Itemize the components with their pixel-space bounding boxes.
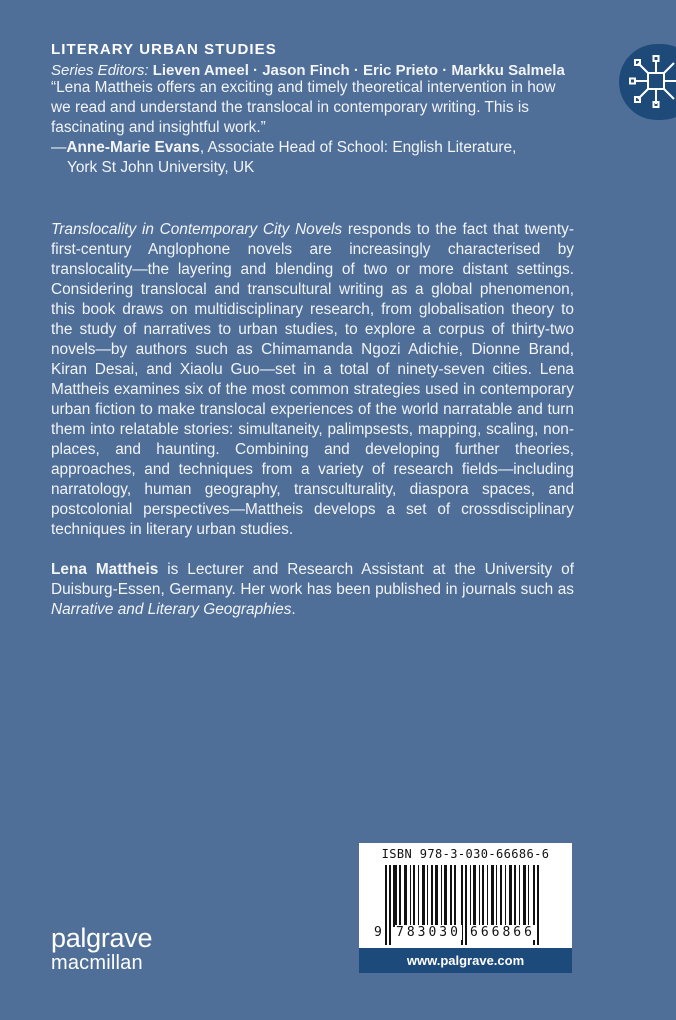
book-title: Translocality in Contemporary City Novels xyxy=(51,221,343,238)
isbn-label: ISBN 978-3-030-66686-6 xyxy=(381,847,550,861)
publisher-logo-line1: palgrave xyxy=(51,923,153,953)
publisher-logo-line2: macmillan xyxy=(51,952,143,974)
series-badge xyxy=(619,44,676,120)
description-text: responds to the fact that twenty-first-century Anglophone novels are increasingly characterised by translocality—the layering and blending of two or more distant settings. Considering translocal and transcultural writing as a global phenomenon, this book draws on multidisciplinary research, from globalisation theory to the study of narratives to urban studies, to explore a corpus of thirty-two novels—by authors such as Chimamanda Ngozi Adichie, Dionne Brand, Kiran Desai, and Xiaolu Guo—set in a total of ninety-seven cities. Lena Mattheis examines six of the most common strategies used in contemporary urban fiction to make translocal experiences of the world narratable and turn them into relatable stories: simultaneity, palimpsests, mapping, scaling, non-places, and haunting. Combining and developing further theories, approaches, and techniques from a variety of research fields—including narratology, human geography, transculturality, diaspora spaces, and postcolonial perspectives—Mattheis develops a set of crossdisciplinary techniques in literary urban studies. xyxy=(51,221,574,538)
network-chip-icon xyxy=(627,52,676,112)
book-description xyxy=(51,220,574,620)
quote-institution: York St John University, UK xyxy=(67,159,255,176)
journal-names: Narrative and Literary Geographies xyxy=(51,601,292,618)
quote-role: , Associate Head of School: English Literature, xyxy=(199,139,517,156)
bio-end: . xyxy=(291,601,296,618)
barcode-right-digits: 666866 xyxy=(470,925,535,940)
series-editors-names: Lieven Ameel · Jason Finch · Eric Prieto · Markku Salmela xyxy=(152,62,565,79)
description-paragraph xyxy=(51,220,574,540)
author-name: Lena Mattheis xyxy=(51,561,159,578)
quote-attribution xyxy=(51,138,573,178)
quote-author: Anne-Marie Evans xyxy=(66,139,200,156)
author-bio xyxy=(51,560,574,620)
barcode-lead-digit: 9 xyxy=(374,925,382,940)
publisher-logo xyxy=(51,925,152,975)
barcode-left-digits: 783030 xyxy=(396,925,461,940)
isbn-barcode xyxy=(359,843,572,973)
series-editors-label: Series Editors: xyxy=(51,62,149,79)
series-title: LITERARY URBAN STUDIES xyxy=(51,41,277,58)
quote-dash: — xyxy=(51,139,67,156)
publisher-url: www.palgrave.com xyxy=(359,948,572,973)
quote-text: “Lena Mattheis offers an exciting and timely theoretical intervention in how we read and understand the translocal in contemporary writing. This is fascinating and insightful work.” xyxy=(51,79,556,136)
author-bio-text: is Lecturer and Research Assistant at the University of Duisburg-Essen, Germany. Her work has been published in journals such as xyxy=(51,561,574,598)
endorsement-quote xyxy=(51,72,573,178)
